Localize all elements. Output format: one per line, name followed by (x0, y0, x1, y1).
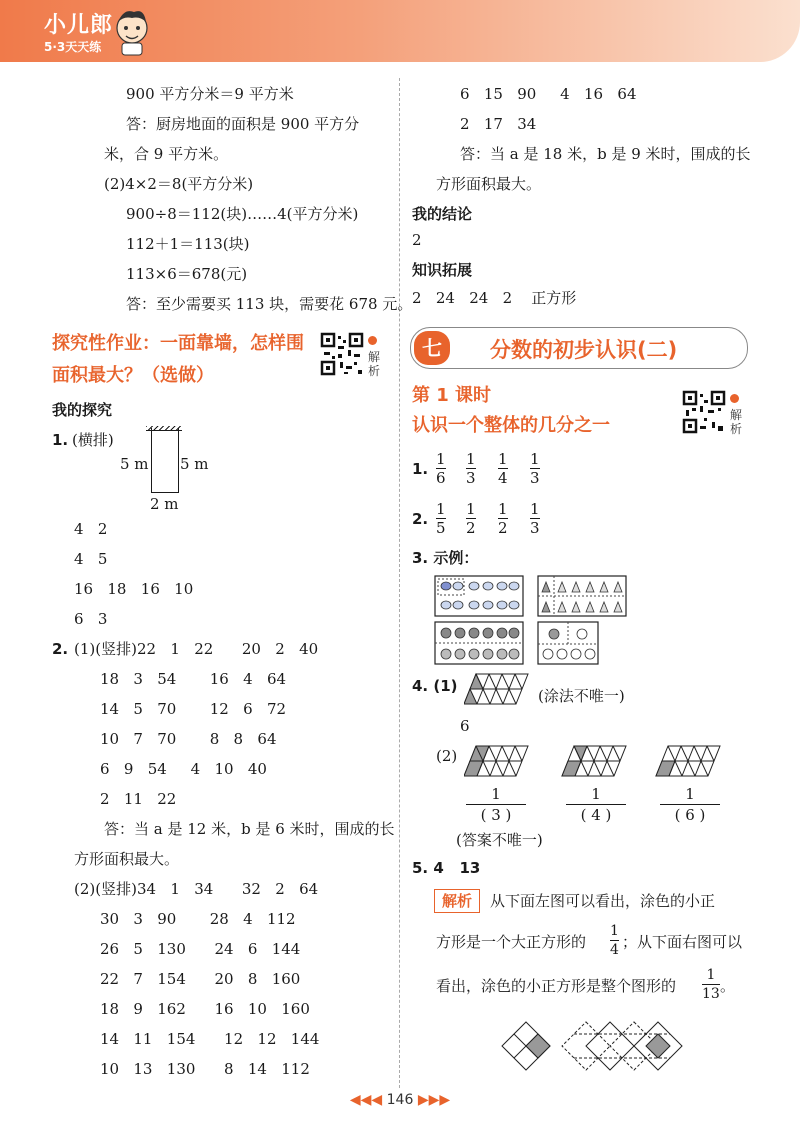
q2-p1-row-1: (1)(竖排)22 1 22 20 2 40 (74, 640, 319, 658)
left-line-8: 答：至少需要买 113 块，需要花 678 元。 (126, 295, 413, 313)
q4-note2: (答案不唯一) (456, 831, 543, 849)
q2-p2-row-7: 10 13 130 8 14 112 (100, 1060, 310, 1078)
right-answer-line1: 答：当 a 是 18 米，b 是 9 米时，围成的长 (460, 145, 751, 163)
page-number (0, 1092, 800, 1108)
rq1-label: 1. (412, 460, 429, 478)
play-dot-icon (730, 394, 739, 403)
brand-subtitle: 5·3天天练 (44, 40, 102, 54)
fraction: 1 3 (466, 450, 476, 487)
fraction: 1 4 (610, 923, 619, 958)
my-explore-title: 我的探究 (52, 401, 113, 419)
fraction: 1 3 (530, 500, 540, 537)
q2-p1-row-4: 10 7 70 8 8 64 (100, 730, 277, 748)
jiexi-label[interactable]: 解析 (368, 350, 381, 378)
analysis-line3b: 。 (720, 977, 736, 995)
fraction: 1 3 (530, 450, 540, 487)
q3-figure (434, 574, 630, 666)
rect-figure (151, 428, 179, 493)
q2-p1-row-3: 14 5 70 12 6 72 (100, 700, 287, 718)
q4-part2-label: (2) (436, 747, 458, 765)
q5-answer: 5. 4 13 (412, 859, 481, 877)
column-divider (399, 78, 400, 1088)
q2-answer1-line2: 方形面积最大。 (74, 850, 180, 868)
analysis-line2b: ；从下面右图可以 (622, 933, 743, 951)
left-line-3: 米，合 9 平方米。 (104, 145, 229, 163)
analysis-badge: 解析 (434, 889, 480, 913)
section-title-line1: 探究性作业：一面靠墙，怎样围 (52, 333, 304, 354)
page-number-value: 146 (386, 1092, 414, 1108)
conclusion-value: 2 (412, 231, 422, 249)
q2-p1-row-6: 2 11 22 (100, 790, 177, 808)
fraction: 1 2 (498, 500, 508, 537)
q2-label: 2. (52, 640, 69, 658)
fraction: 1 2 (466, 500, 476, 537)
wall-hatch (146, 426, 182, 431)
brand-logo: 小儿郎 (44, 13, 114, 38)
q4-note: (涂法不唯一) (538, 687, 625, 705)
rect-bottom-label: 2 m (150, 495, 179, 513)
prev-arrows-icon: ◀◀◀ (349, 1092, 383, 1108)
rq3-label: 3. 示例： (412, 549, 479, 567)
q2-p2-row-6: 14 11 154 12 12 144 (100, 1030, 320, 1048)
next-arrows-icon: ▶▶▶ (417, 1092, 451, 1108)
q2-answer1-line1: 答：当 a 是 12 米，b 是 6 米时，围成的长 (104, 820, 395, 838)
lesson-title: 第 1 课时 (412, 385, 492, 406)
q2-p2-row-4: 22 7 154 20 8 160 (100, 970, 301, 988)
fraction: 1 ( 4 ) (566, 784, 626, 825)
rq2-label: 2. (412, 510, 429, 528)
left-line-5: 900÷8＝112(块)……4(平方分米) (126, 205, 359, 223)
q2-p1-row-2: 18 3 54 16 4 64 (100, 670, 287, 688)
fraction: 1 6 (436, 450, 446, 487)
analysis-line1: 从下面左图可以看出，涂色的小正 (490, 892, 716, 910)
fraction: 1 4 (498, 450, 508, 487)
right-answer-line2: 方形面积最大。 (436, 175, 542, 193)
q2-p1-row-5: 6 9 54 4 10 40 (100, 760, 267, 778)
parallelogram-figures-row (464, 744, 724, 778)
chapter-number: 七 (414, 331, 450, 365)
fraction: 1 5 (436, 500, 446, 537)
rect-right-label: 5 m (180, 455, 209, 473)
fraction: 1 ( 3 ) (466, 784, 526, 825)
diamond-figures (500, 1020, 696, 1072)
q1-row-1: 4 2 (74, 520, 108, 538)
parallelogram-figure (464, 672, 530, 706)
extension-title: 知识拓展 (412, 261, 473, 279)
q4-value: 6 (460, 717, 470, 735)
right-row-1: 6 15 90 4 16 64 (460, 85, 637, 103)
left-line-1: 900 平方分米＝9 平方米 (126, 85, 294, 103)
mascot-icon (112, 6, 152, 56)
q1-row-4: 6 3 (74, 610, 108, 628)
left-line-7: 113×6＝678(元) (126, 265, 248, 283)
extension-value: 2 24 24 2 正方形 (412, 289, 577, 307)
q1-label: 1. (52, 431, 69, 449)
qr-code-icon[interactable] (320, 332, 364, 376)
analysis-line2a: 方形是一个大正方形的 (436, 933, 587, 951)
section-title-line2: 面积最大？（选做） (52, 365, 214, 386)
right-row-2: 2 17 34 (460, 115, 537, 133)
lesson-subtitle: 认识一个整体的几分之一 (412, 415, 610, 436)
rq4-label: 4. (1) (412, 677, 458, 695)
left-line-4: (2)4×2＝8(平方分米) (104, 175, 254, 193)
q1-row-3: 16 18 16 10 (74, 580, 194, 598)
conclusion-title: 我的结论 (412, 205, 473, 223)
jiexi-label[interactable]: 解析 (730, 408, 743, 436)
left-line-2: 答：厨房地面的面积是 900 平方分 (126, 115, 360, 133)
q2-p2-row-5: 18 9 162 16 10 160 (100, 1000, 310, 1018)
q1-row-2: 4 5 (74, 550, 108, 568)
fraction: 1 13 (702, 967, 720, 1002)
play-dot-icon (368, 336, 377, 345)
rect-left-label: 5 m (120, 455, 149, 473)
q1-note: (横排) (72, 431, 114, 449)
fraction: 1 ( 6 ) (660, 784, 720, 825)
q2-p2-row-2: 30 3 90 28 4 112 (100, 910, 296, 928)
analysis-line3a: 看出，涂色的小正方形是整个图形的 (436, 977, 677, 995)
q2-p2-row-3: 26 5 130 24 6 144 (100, 940, 301, 958)
q2-p2-row-1: (2)(竖排)34 1 34 32 2 64 (74, 880, 319, 898)
qr-code-icon[interactable] (682, 390, 726, 434)
left-line-6: 112＋1＝113(块) (126, 235, 250, 253)
chapter-title: 分数的初步认识(二) (490, 338, 678, 362)
